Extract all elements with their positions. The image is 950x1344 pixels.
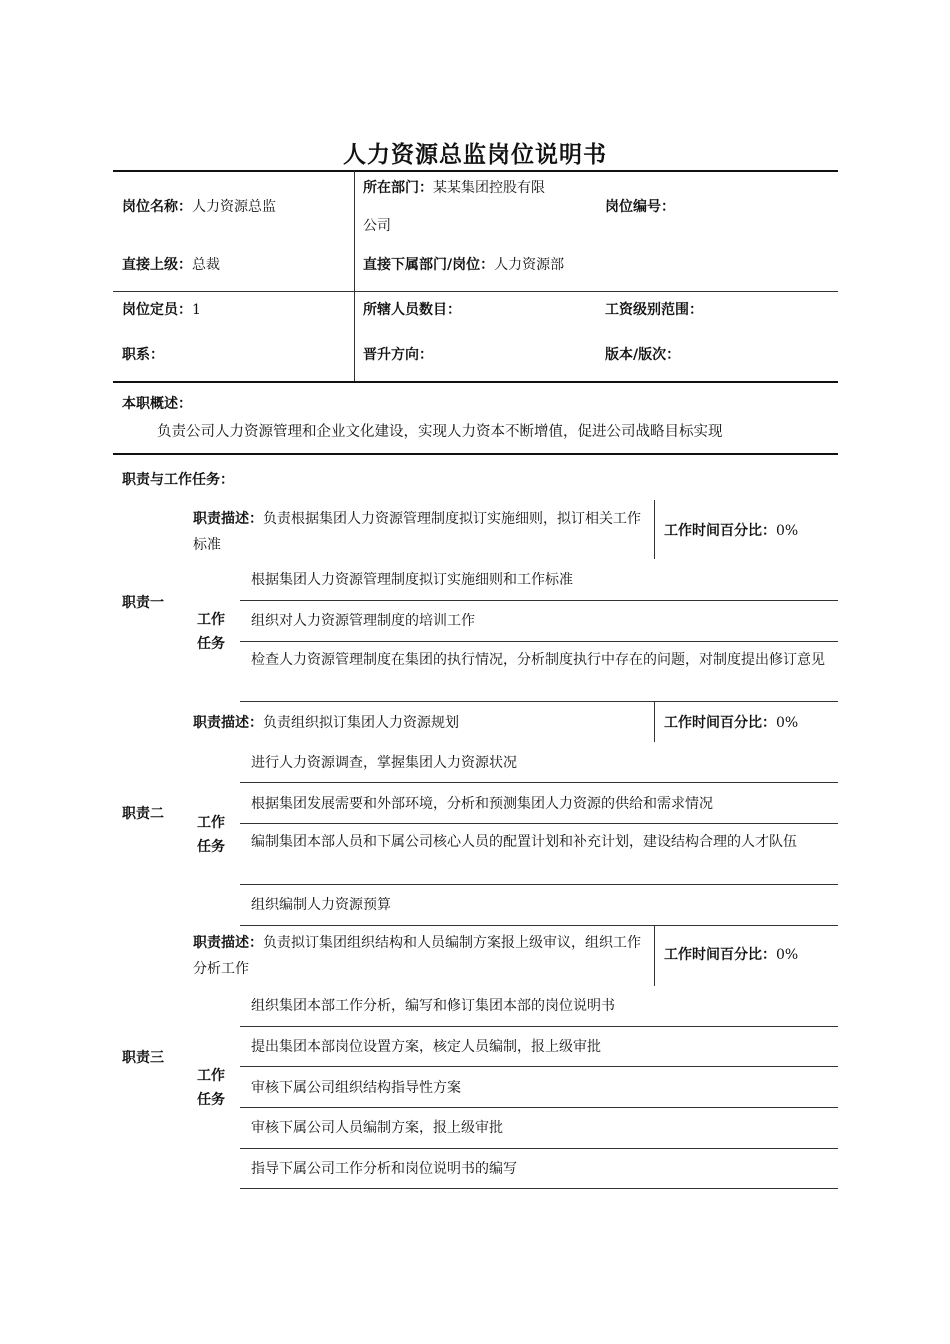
duty-description-text: 负责拟订集团组织结构和人员编制方案报上级审议，组织工作分析工作	[193, 935, 641, 977]
time-percentage	[664, 945, 798, 965]
department-value-line2: 公司	[363, 218, 391, 234]
time-divider	[654, 702, 655, 742]
duty-description-label: 职责描述：	[193, 935, 263, 951]
duty-description	[193, 506, 648, 558]
task-divider	[240, 600, 838, 601]
task-label-line1: 工作	[197, 1068, 225, 1084]
task-divider	[240, 884, 838, 885]
position-name-value: 人力资源总监	[192, 199, 276, 215]
table-bottom-border	[113, 381, 838, 383]
department-value-line1: 某某集团控股有限	[433, 180, 545, 196]
headcount-label: 岗位定员：	[122, 302, 192, 318]
task-divider	[240, 823, 838, 824]
summary-label: 本职概述：	[122, 396, 192, 412]
table-column-divider	[354, 171, 355, 382]
headcount-field	[122, 300, 201, 320]
task-divider	[240, 1066, 838, 1067]
time-percentage-value: 0%	[776, 715, 799, 731]
time-divider	[654, 926, 655, 986]
time-percentage	[664, 521, 798, 541]
duty-description-text: 负责组织拟订集团人力资源规划	[263, 715, 459, 731]
time-percentage-label: 工作时间百分比：	[664, 715, 776, 731]
duties-heading: 职责与工作任务：	[122, 472, 234, 488]
duty-description	[193, 930, 648, 982]
duty-description-text: 负责根据集团人力资源管理制度拟订实施细则，拟订相关工作标准	[193, 511, 641, 553]
duty-description-label: 职责描述：	[193, 511, 263, 527]
task-item: 审核下属公司人员编制方案，报上级审批	[251, 1120, 503, 1136]
duty-description-label: 职责描述：	[193, 715, 263, 731]
supervisor-value: 总裁	[192, 257, 220, 273]
position-name-field	[122, 197, 276, 217]
task-item: 根据集团发展需要和外部环境，分析和预测集团人力资源的供给和需求情况	[251, 796, 713, 812]
task-divider	[240, 782, 838, 783]
time-percentage-label: 工作时间百分比：	[664, 947, 776, 963]
task-label-line1: 工作	[197, 612, 225, 628]
time-percentage-value: 0%	[776, 947, 799, 963]
department-label: 所在部门：	[363, 180, 433, 196]
task-divider	[240, 641, 838, 642]
managed-count-label: 所辖人员数目：	[363, 302, 461, 318]
promotion-label: 晋升方向：	[363, 347, 433, 363]
department-field	[363, 178, 545, 198]
version-label: 版本/版次：	[605, 347, 681, 363]
position-code-label: 岗位编号：	[605, 199, 675, 215]
headcount-value: 1	[192, 302, 201, 318]
table-top-border	[113, 170, 838, 172]
task-item: 进行人力资源调查，掌握集团人力资源状况	[251, 755, 517, 771]
task-divider	[240, 1107, 838, 1108]
task-divider	[240, 1188, 838, 1189]
task-item: 检查人力资源管理制度在集团的执行情况，分析制度执行中存在的问题，对制度提出修订意见	[251, 652, 825, 668]
time-percentage-value: 0%	[776, 523, 799, 539]
duty-name: 职责一	[122, 595, 164, 611]
time-percentage-label: 工作时间百分比：	[664, 523, 776, 539]
supervisor-label: 直接上级：	[122, 257, 192, 273]
duty-description	[193, 713, 459, 733]
task-item: 组织集团本部工作分析，编写和修订集团本部的岗位说明书	[251, 998, 615, 1014]
task-item: 组织编制人力资源预算	[251, 897, 391, 913]
duty-name: 职责二	[122, 806, 164, 822]
task-item: 指导下属公司工作分析和岗位说明书的编写	[251, 1161, 517, 1177]
subordinate-label: 直接下属部门/岗位：	[363, 257, 495, 273]
task-item: 根据集团人力资源管理制度拟订实施细则和工作标准	[251, 572, 573, 588]
task-label-line1: 工作	[197, 815, 225, 831]
job-family-label: 职系：	[122, 347, 164, 363]
summary-text: 负责公司人力资源管理和企业文化建设，实现人力资本不断增值，促进公司战略目标实现	[157, 424, 723, 440]
time-divider	[654, 500, 655, 559]
task-divider	[240, 925, 838, 926]
supervisor-field	[122, 255, 220, 275]
summary-bottom-border	[113, 453, 838, 455]
task-label-line2: 任务	[197, 636, 225, 652]
page-title: 人力资源总监岗位说明书	[343, 141, 607, 168]
task-divider	[240, 1148, 838, 1149]
task-item: 审核下属公司组织结构指导性方案	[251, 1080, 461, 1096]
task-divider	[240, 701, 838, 702]
time-percentage	[664, 713, 798, 733]
task-label-line2: 任务	[197, 1092, 225, 1108]
task-item: 编制集团本部人员和下属公司核心人员的配置计划和补充计划，建设结构合理的人才队伍	[251, 834, 797, 850]
position-name-label: 岗位名称：	[122, 199, 192, 215]
salary-range-label: 工资级别范围：	[605, 302, 703, 318]
table-row-divider	[113, 291, 838, 292]
duty-name: 职责三	[122, 1050, 164, 1066]
task-divider	[240, 1026, 838, 1027]
task-item: 组织对人力资源管理制度的培训工作	[251, 613, 475, 629]
task-label-line2: 任务	[197, 839, 225, 855]
subordinate-value: 人力资源部	[494, 257, 565, 273]
task-item: 提出集团本部岗位设置方案，核定人员编制，报上级审批	[251, 1039, 601, 1055]
subordinate-field	[363, 255, 564, 275]
